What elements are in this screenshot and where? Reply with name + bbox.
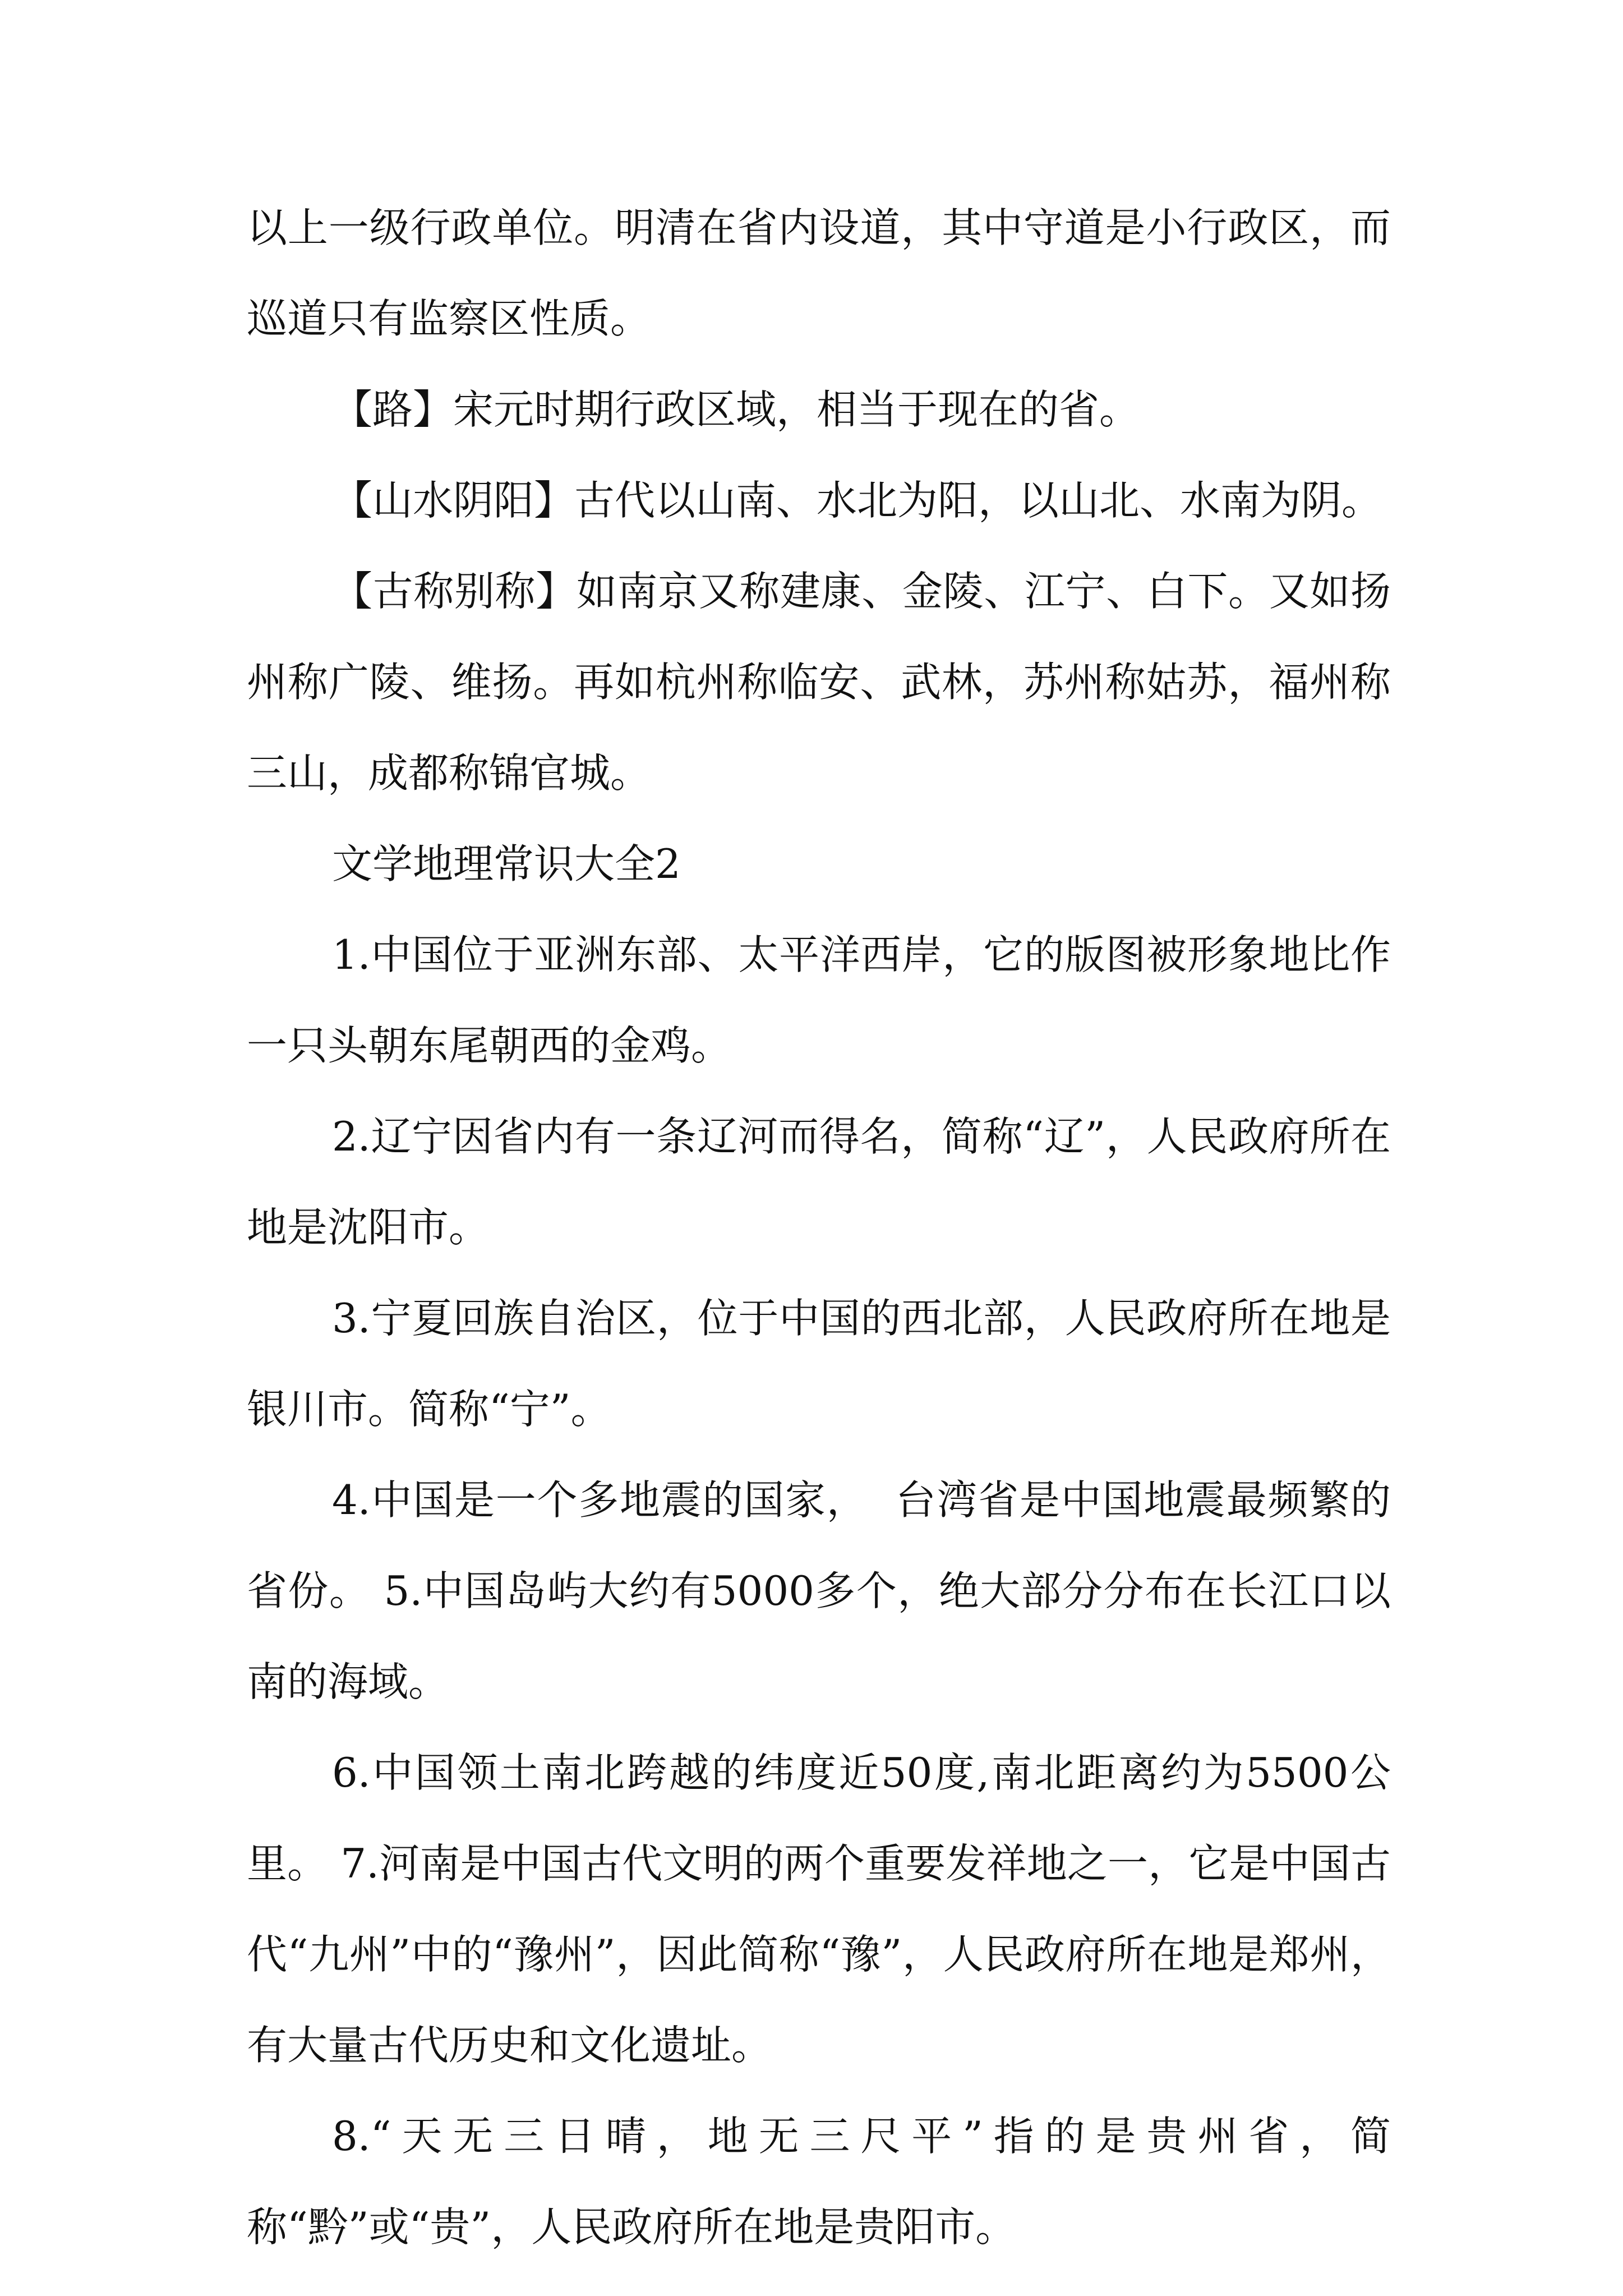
paragraph: 【山水阴阳】古代以山南、水北为阳，以山北、水南为阴。 <box>332 477 1382 524</box>
paragraph: 1.中国位于亚洲东部、太平洋西岸，它的版图被形象地比作一只头朝东尾朝西的金鸡。 <box>247 931 1391 1069</box>
paragraph: 4.中国是一个多地震的国家， 台湾省是中国地震最频繁的省份。 5.中国岛屿大约有5000多个，绝大部分分布在长江口以南的海域。 <box>247 1476 1391 1705</box>
paragraph: 8.“天无三日晴，地无三尺平”指的是贵州省，简称“黔”或“贵”，人民政府所在地是贵阳市。 <box>247 2113 1391 2251</box>
paragraph: 3.宁夏回族自治区，位于中国的西北部，人民政府所在地是银川市。简称“宁”。 <box>247 1295 1391 1433</box>
paragraph: 2.辽宁因省内有一条辽河而得名，简称“辽”，人民政府所在地是沈阳市。 <box>247 1113 1391 1251</box>
document-body <box>247 182 1391 2272</box>
paragraph: 【古称别称】如南京又称建康、金陵、江宁、白下。又如扬州称广陵、维扬。再如杭州称临安、武林，苏州称姑苏，福州称三山，成都称锦官城。 <box>247 568 1391 797</box>
paragraph: 以上一级行政单位。明清在省内设道，其中守道是小行政区，而巡道只有监察区性质。 <box>247 204 1391 342</box>
section-heading: 文学地理常识大全2 <box>332 840 681 887</box>
paragraph: 【路】宋元时期行政区域，相当于现在的省。 <box>332 386 1140 433</box>
paragraph: 6.中国领土南北跨越的纬度近50度,南北距离约为5500公里。 7.河南是中国古代文明的两个重要发祥地之一，它是中国古代“九州”中的“豫州”，因此简称“豫”，人民政府所在地是郑州，有大量古代历史和文化遗址。 <box>247 1749 1391 2069</box>
